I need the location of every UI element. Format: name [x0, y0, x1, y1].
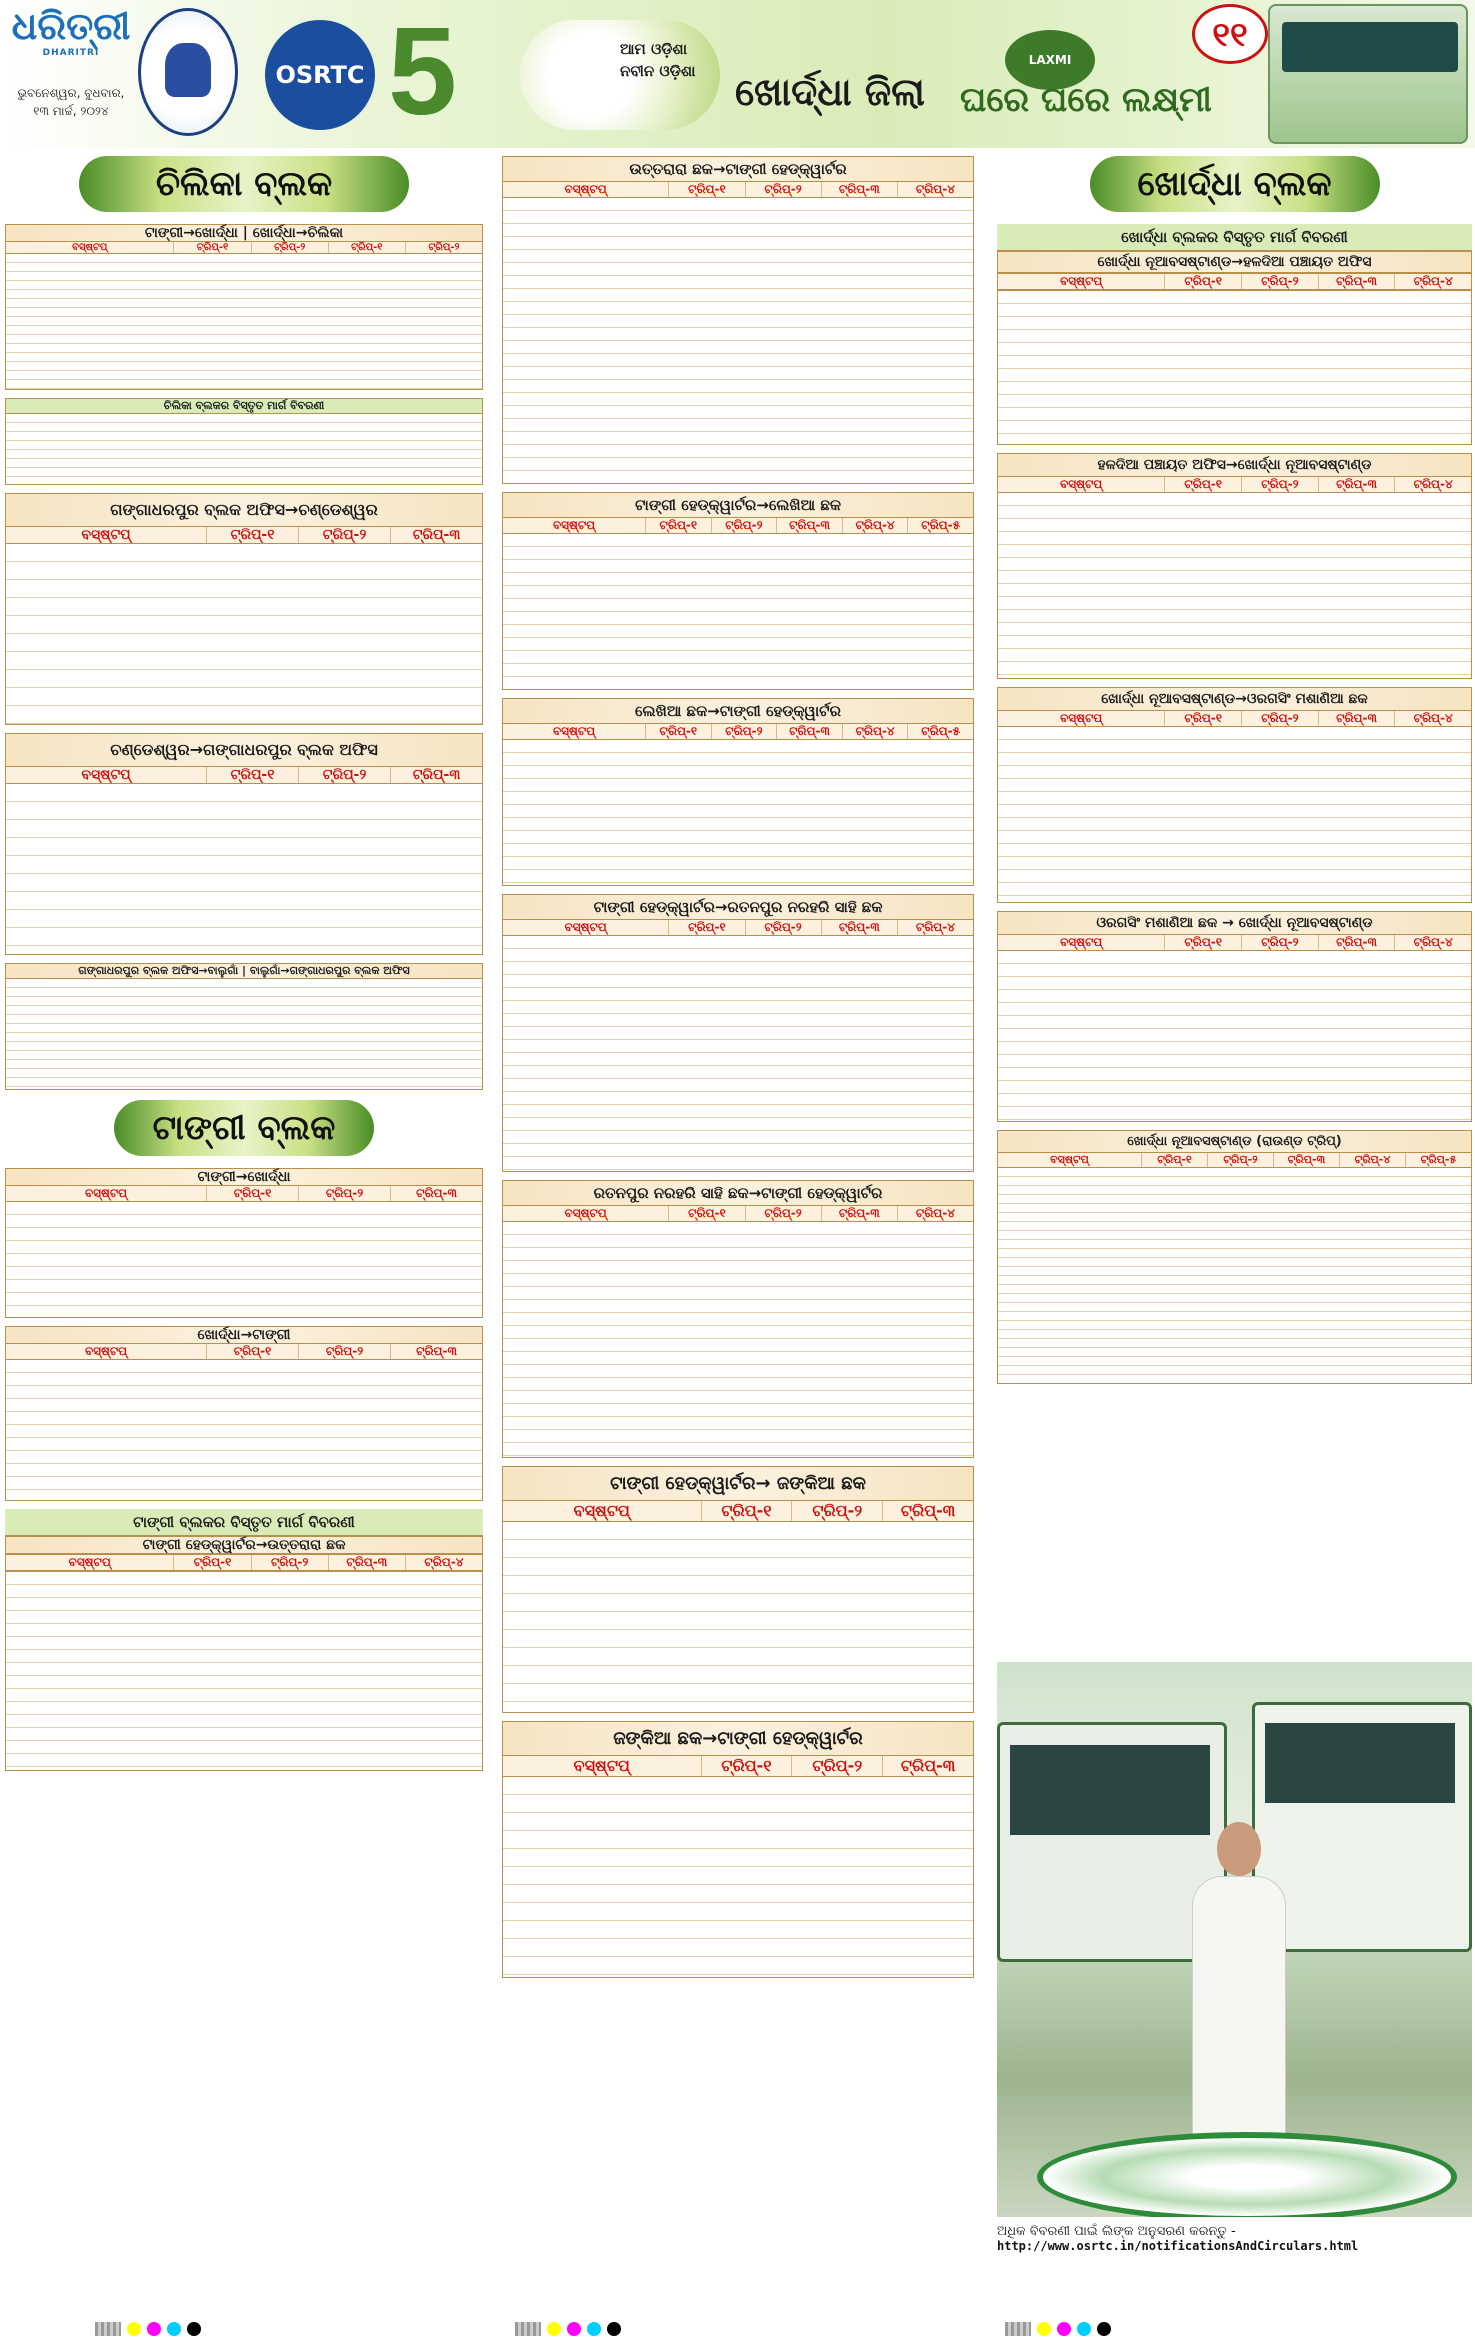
slogan: ଘରେ ଘରେ ଲକ୍ଷ୍ମୀ: [960, 80, 1212, 120]
bus-photo: [1268, 4, 1468, 144]
col-stop: ବସ୍‌ଷ୍ଟପ୍: [1060, 935, 1103, 949]
table-rows: [6, 544, 482, 724]
col-trip1: ଟ୍ରିପ୍-୧: [701, 1756, 792, 1776]
osrtc-url[interactable]: http://www.osrtc.in/notificationsAndCirculars.html: [997, 2239, 1359, 2253]
section-title: ଟାଙ୍ଗୀ→ଖୋର୍ଦ୍ଧା: [6, 1169, 482, 1186]
col-trip3: ଟ୍ରିପ୍-୩: [1273, 1153, 1339, 1167]
table-rows: [503, 1222, 973, 1457]
col-trip3: ଟ୍ରିପ୍-୩: [1318, 935, 1395, 950]
section-title: ଗଙ୍ଗାଧରପୁର ବ୍ଲକ ଅଫିସ→ଚଣ୍ଡେଶ୍ୱର: [6, 494, 482, 527]
table-rows: [998, 493, 1471, 678]
col-trip1: ଟ୍ରିପ୍-୧: [668, 920, 744, 935]
timetable-section: [997, 911, 1472, 1122]
col-trip3: ଟ୍ରିପ୍-୩: [1318, 274, 1395, 289]
section-title: ଖୋର୍ଦ୍ଧା ବ୍ଲକର ବିସ୍ତୃତ ମାର୍ଗ ବିବରଣୀ: [997, 224, 1472, 251]
table-header: [998, 935, 1471, 951]
table-header: [998, 711, 1471, 727]
col-stop: ବସ୍‌ଷ୍ଟପ୍: [68, 1555, 111, 1569]
section-title: ଖୋର୍ଦ୍ଧା ନୂଆବସଷ୍ଟାଣ୍ଡ→ଓରଗସିଂ ମଶାଣିଆ ଛକ: [998, 688, 1471, 711]
timetable-section: [502, 1180, 974, 1458]
col-trip1: ଟ୍ରିପ୍-୧: [1164, 477, 1241, 492]
col-trip4: ଟ୍ରିପ୍-୨: [405, 242, 482, 253]
section-title: ଟାଙ୍ଗୀ ହେଡ୍‌କ୍ୱାର୍ଟର→ଲେଖିଆ ଛକ: [503, 493, 973, 518]
timetable-section: [502, 156, 974, 484]
table-header: [503, 1501, 973, 1522]
timetable-section: [5, 1509, 483, 1771]
table-rows: [6, 1202, 482, 1317]
col-trip1: ଟ୍ରିପ୍-୧: [206, 1186, 298, 1201]
section-title: ଲେଖିଆ ଛକ→ଟାଙ୍ଗୀ ହେଡ୍‌କ୍ୱାର୍ଟର: [503, 699, 973, 724]
col-trip4: ଟ୍ରିପ୍-୪: [1394, 935, 1471, 950]
table-rows: [503, 534, 973, 689]
col-trip5: ଟ୍ରିପ୍-୫: [1405, 1153, 1471, 1167]
col-trip2: ଟ୍ରିପ୍-୨: [298, 1344, 390, 1359]
table-rows: [503, 1522, 973, 1712]
timetable-section: [997, 453, 1472, 679]
newspaper-logo-en: DHARITRI: [42, 48, 100, 58]
section-title: ରତନପୁର ନରହରି ସାହି ଛକ→ଟାଙ୍ଗୀ ହେଡ୍‌କ୍ୱାର୍ଟର: [503, 1181, 973, 1206]
col-trip4: ଟ୍ରିପ୍-୪: [1394, 274, 1471, 289]
tangi-block-banner: ଟାଙ୍ଗୀ ବ୍ଲକ: [114, 1100, 374, 1156]
timetable-section: [5, 493, 483, 725]
ama-odisha-logo: [520, 20, 720, 130]
timetable-section: [997, 1130, 1472, 1384]
col-stop: ବସ୍‌ଷ୍ଟପ୍: [552, 518, 596, 532]
col-trip5: ଟ୍ରିପ୍-୫: [907, 518, 973, 533]
section-title: ଟାଙ୍ଗୀ→ଖୋର୍ଦ୍ଧା | ଖୋର୍ଦ୍ଧା→ଚିଲିକା: [6, 225, 482, 242]
col-trip2: ଟ୍ରିପ୍-୨: [298, 767, 390, 783]
col-trip3: ଟ୍ରିପ୍-୩: [328, 1555, 405, 1570]
newspaper-logo: ଧରିତ୍ରୀ: [11, 3, 131, 48]
col-trip1: ଟ୍ରିପ୍-୧: [645, 724, 711, 739]
col-trip4: ଟ୍ରିପ୍-୪: [405, 1555, 482, 1570]
table-rows: [503, 1777, 973, 1977]
table-header: [6, 1186, 482, 1202]
col-trip3: ଟ୍ରିପ୍-୩: [776, 518, 842, 533]
col-trip3: ଟ୍ରିପ୍-୩: [1318, 711, 1395, 726]
col-trip3: ଟ୍ରିପ୍-୩: [390, 1186, 482, 1201]
timetable-section: [5, 1168, 483, 1318]
table-rows: [6, 414, 482, 484]
col-trip1: ଟ୍ରିପ୍-୧: [701, 1501, 792, 1521]
ama-line-1: ଆମ ଓଡ଼ିଶା: [620, 40, 687, 58]
table-rows: [997, 290, 1472, 445]
registration-marks: [1005, 2322, 1111, 2336]
chilika-block-banner: ଚିଲିକା ବ୍ଲକ: [79, 156, 409, 212]
col-trip4: ଟ୍ରିପ୍-୪: [1339, 1153, 1405, 1167]
table-header: [503, 920, 973, 936]
brand-block: [6, 4, 136, 144]
right-column: [997, 156, 1472, 1392]
col-trip1: ଟ୍ରିପ୍-୧: [1164, 935, 1241, 950]
date-line-1: ଭୁବନେଶ୍ୱର, ବୁଧବାର,: [17, 86, 125, 100]
col-trip2: ଟ୍ରିପ୍-୨: [745, 1206, 821, 1221]
col-trip3: ଟ୍ରିପ୍-୩: [821, 920, 897, 935]
col-stop: ବସ୍‌ଷ୍ଟପ୍: [84, 1186, 128, 1200]
col-stop: ବସ୍‌ଷ୍ଟପ୍: [81, 527, 131, 543]
col-stop: ବସ୍‌ଷ୍ଟପ୍: [81, 767, 131, 783]
left-column: [5, 156, 483, 1779]
cm-bus-photo: [997, 1662, 1472, 2217]
table-header: [503, 182, 973, 198]
col-trip3: ଟ୍ରିପ୍-୩: [390, 767, 482, 783]
col-trip2: ଟ୍ରିପ୍-୨: [791, 1756, 882, 1776]
table-header: [503, 724, 973, 740]
footer-link: [997, 2224, 1475, 2254]
col-trip2: ଟ୍ରିପ୍-୨: [251, 242, 328, 253]
col-trip1: ଟ୍ରିପ୍-୧: [668, 182, 744, 197]
col-stop: ବସ୍‌ଷ୍ଟପ୍: [573, 1501, 630, 1520]
col-stop: ବସ୍‌ଷ୍ଟପ୍: [564, 1206, 607, 1220]
page-number: ୧୧: [1192, 4, 1268, 64]
col-trip3: ଟ୍ରିପ୍-୩: [390, 1344, 482, 1359]
section-subtitle: ଟାଙ୍ଗୀ ହେଡ୍‌କ୍ୱାର୍ଟର→ଉତ୍ତରାରା ଛକ: [5, 1536, 483, 1554]
col-trip2: ଟ୍ରିପ୍-୨: [298, 1186, 390, 1201]
col-trip1: ଟ୍ରିପ୍-୧: [1164, 711, 1241, 726]
table-header: [503, 1206, 973, 1222]
col-trip2: ଟ୍ରିପ୍-୨: [298, 527, 390, 543]
table-header: [6, 1344, 482, 1360]
timetable-section: [997, 224, 1472, 445]
col-trip2: ଟ୍ରିପ୍-୨: [711, 518, 777, 533]
table-header: [6, 767, 482, 784]
col-stop: ବସ୍‌ଷ୍ଟପ୍: [564, 920, 607, 934]
timetable-section: [5, 733, 483, 955]
col-trip3: ଟ୍ରିପ୍-୩: [882, 1756, 973, 1776]
timetable-section: [5, 398, 483, 485]
section-title: ଉତ୍ତରାରା ଛକ→ଟାଙ୍ଗୀ ହେଡ୍‌କ୍ୱାର୍ଟର: [503, 157, 973, 182]
col-trip3: ଟ୍ରିପ୍-୩: [821, 182, 897, 197]
table-header: [503, 1756, 973, 1777]
col-trip1: ଟ୍ରିପ୍-୧: [206, 527, 298, 543]
section-title: ଚଣ୍ଡେଶ୍ୱର→ଗଙ୍ଗାଧରପୁର ବ୍ଲକ ଅଫିସ: [6, 734, 482, 767]
table-header: [6, 242, 482, 254]
table-rows: [998, 1168, 1471, 1383]
col-trip1: ଟ୍ରିପ୍-୧: [206, 767, 298, 783]
laxmi-logo: LAXMI: [1005, 30, 1095, 90]
table-rows: [6, 1360, 482, 1500]
district-title: ଖୋର୍ଦ୍ଧା ଜିଲା: [735, 70, 925, 114]
col-stop: ବସ୍‌ଷ୍ଟପ୍: [1060, 711, 1103, 725]
col-trip3: ଟ୍ରିପ୍-୩: [882, 1501, 973, 1521]
timetable-section: [5, 963, 483, 1090]
date-line: [6, 84, 136, 120]
timetable-section: [5, 224, 483, 390]
col-trip5: ଟ୍ରିପ୍-୫: [907, 724, 973, 739]
registration-marks: [515, 2322, 621, 2336]
khordha-block-banner: ଖୋର୍ଦ୍ଧା ବ୍ଲକ: [1090, 156, 1380, 212]
col-trip4: ଟ୍ରିପ୍-୪: [842, 724, 908, 739]
timetable-section: [502, 894, 974, 1172]
table-rows: [6, 784, 482, 954]
col-trip1: ଟ୍ରିପ୍-୧: [668, 1206, 744, 1221]
section-title: ଗଙ୍ଗାଧରପୁର ବ୍ଲକ ଅଫିସ→ବାଲୁଗାଁ | ବାଲୁଗାଁ→ଗଙ୍ଗାଧରପୁର ବ୍ଲକ ଅଫିସ: [6, 964, 482, 979]
col-trip4: ଟ୍ରିପ୍-୪: [897, 182, 973, 197]
col-stop: ବସ୍‌ଷ୍ଟପ୍: [72, 242, 108, 253]
table-header: [5, 1554, 483, 1571]
section-title: ଟାଙ୍ଗୀ ହେଡ୍‌କ୍ୱାର୍ଟର→ରତନପୁର ନରହରି ସାହି ଛକ: [503, 895, 973, 920]
section-title: ଟାଙ୍ଗୀ ବ୍ଲକର ବିସ୍ତୃତ ମାର୍ଗ ବିବରଣୀ: [5, 1509, 483, 1536]
registration-marks: [95, 2322, 201, 2336]
timetable-section: [502, 698, 974, 886]
table-rows: [503, 740, 973, 885]
timetable-section: [502, 1466, 974, 1713]
col-trip1: ଟ୍ରିପ୍-୧: [1141, 1153, 1207, 1167]
col-trip2: ଟ୍ରିପ୍-୨: [745, 182, 821, 197]
timetable-section: [5, 1326, 483, 1501]
section-title: ଚିଲିକା ବ୍ଲକର ବିସ୍ତୃତ ମାର୍ଗ ବିବରଣୀ: [6, 399, 482, 414]
five-t-logo: 5: [388, 3, 457, 141]
col-stop: ବସ୍‌ଷ୍ଟପ୍: [573, 1756, 630, 1775]
col-stop: ବସ୍‌ଷ୍ଟପ୍: [84, 1344, 128, 1358]
col-stop: ବସ୍‌ଷ୍ଟପ୍: [564, 182, 607, 196]
col-trip2: ଟ୍ରିପ୍-୨: [251, 1555, 328, 1570]
col-trip3: ଟ୍ରିପ୍-୩: [821, 1206, 897, 1221]
section-title: ଜଙ୍କିଆ ଛକ→ଟାଙ୍ଗୀ ହେଡ୍‌କ୍ୱାର୍ଟର: [503, 1722, 973, 1756]
timetable-section: [502, 1721, 974, 1978]
table-rows: [998, 951, 1471, 1121]
table-header: [998, 1153, 1471, 1168]
section-subtitle: ଖୋର୍ଦ୍ଧା ନୂଆବସଷ୍ଟାଣ୍ଡ→ହଳଦିଆ ପଞ୍ଚାୟତ ଅଫିସ: [997, 251, 1472, 273]
col-trip2: ଟ୍ରିପ୍-୨: [791, 1501, 882, 1521]
section-title: ଖୋର୍ଦ୍ଧା ନୂଆବସଷ୍ଟାଣ୍ଡ (ରାଉଣ୍ଡ ଟ୍ରିପ୍): [998, 1131, 1471, 1153]
masthead: [0, 0, 1475, 148]
table-header: [503, 518, 973, 534]
col-trip2: ଟ୍ରିପ୍-୨: [1241, 711, 1318, 726]
col-trip1: ଟ୍ରିପ୍-୧: [1164, 274, 1241, 289]
section-title: ଖୋର୍ଦ୍ଧା→ଟାଙ୍ଗୀ: [6, 1327, 482, 1344]
col-stop: ବସ୍‌ଷ୍ଟପ୍: [1050, 1153, 1089, 1166]
table-header: [997, 273, 1472, 290]
col-trip3: ଟ୍ରିପ୍-୩: [776, 724, 842, 739]
col-trip1: ଟ୍ରିପ୍-୧: [173, 242, 250, 253]
timetable-section: [502, 492, 974, 690]
col-trip2: ଟ୍ରିପ୍-୨: [1207, 1153, 1273, 1167]
col-stop: ବସ୍‌ଷ୍ଟପ୍: [1060, 477, 1103, 491]
col-trip4: ଟ୍ରିପ୍-୪: [1394, 477, 1471, 492]
rangoli-decoration: [1037, 2132, 1457, 2217]
table-header: [998, 477, 1471, 493]
section-title: ଟାଙ୍ଗୀ ହେଡ୍‌କ୍ୱାର୍ଟର→ ଜଙ୍କିଆ ଛକ: [503, 1467, 973, 1501]
table-header: [6, 527, 482, 544]
col-trip2: ଟ୍ରିପ୍-୨: [711, 724, 777, 739]
section-title: ହଳଦିଆ ପଞ୍ଚାୟତ ଅଫିସ→ଖୋର୍ଦ୍ଧା ନୂଆବସଷ୍ଟାଣ୍ଡ: [998, 454, 1471, 477]
table-rows: [5, 1571, 483, 1771]
col-trip4: ଟ୍ରିପ୍-୪: [1394, 711, 1471, 726]
col-stop: ବସ୍‌ଷ୍ଟପ୍: [552, 724, 596, 738]
middle-column: [502, 156, 974, 1986]
osrtc-logo: OSRTC: [265, 20, 375, 130]
col-trip1: ଟ୍ରିପ୍-୧: [206, 1344, 298, 1359]
col-trip2: ଟ୍ରିପ୍-୨: [1241, 274, 1318, 289]
col-trip4: ଟ୍ରିପ୍-୪: [897, 920, 973, 935]
ama-line-2: ନବୀନ ଓଡ଼ିଶା: [620, 62, 696, 80]
col-trip3: ଟ୍ରିପ୍-୧: [328, 242, 405, 253]
timetable-section: [997, 687, 1472, 903]
col-stop: ବସ୍‌ଷ୍ଟପ୍: [1060, 274, 1103, 288]
col-trip4: ଟ୍ରିପ୍-୪: [842, 518, 908, 533]
table-rows: [998, 727, 1471, 902]
table-rows: [503, 198, 973, 483]
col-trip2: ଟ୍ରିପ୍-୨: [1241, 477, 1318, 492]
table-rows: [503, 936, 973, 1171]
more-info-text: ଅଧିକ ବିବରଣୀ ପାଇଁ ଲିଙ୍କ ଅନୁସରଣ କରନ୍ତୁ -: [997, 2224, 1236, 2239]
table-rows: [6, 979, 482, 1089]
col-trip1: ଟ୍ରିପ୍-୧: [173, 1555, 250, 1570]
col-trip1: ଟ୍ରିପ୍-୧: [645, 518, 711, 533]
col-trip3: ଟ୍ରିପ୍-୩: [390, 527, 482, 543]
date-line-2: ୧୩ ମାର୍ଚ୍ଚ, ୨୦୨୪: [33, 104, 109, 118]
col-trip2: ଟ୍ରିପ୍-୨: [1241, 935, 1318, 950]
section-title: ଓରଗସିଂ ମଶାଣିଆ ଛକ → ଖୋର୍ଦ୍ଧା ନୂଆବସଷ୍ଟାଣ୍ଡ: [998, 912, 1471, 935]
col-trip2: ଟ୍ରିପ୍-୨: [745, 920, 821, 935]
col-trip3: ଟ୍ରିପ୍-୩: [1318, 477, 1395, 492]
odisha-emblem-icon: [138, 8, 238, 136]
table-rows: [6, 254, 482, 389]
col-trip4: ଟ୍ରିପ୍-୪: [897, 1206, 973, 1221]
